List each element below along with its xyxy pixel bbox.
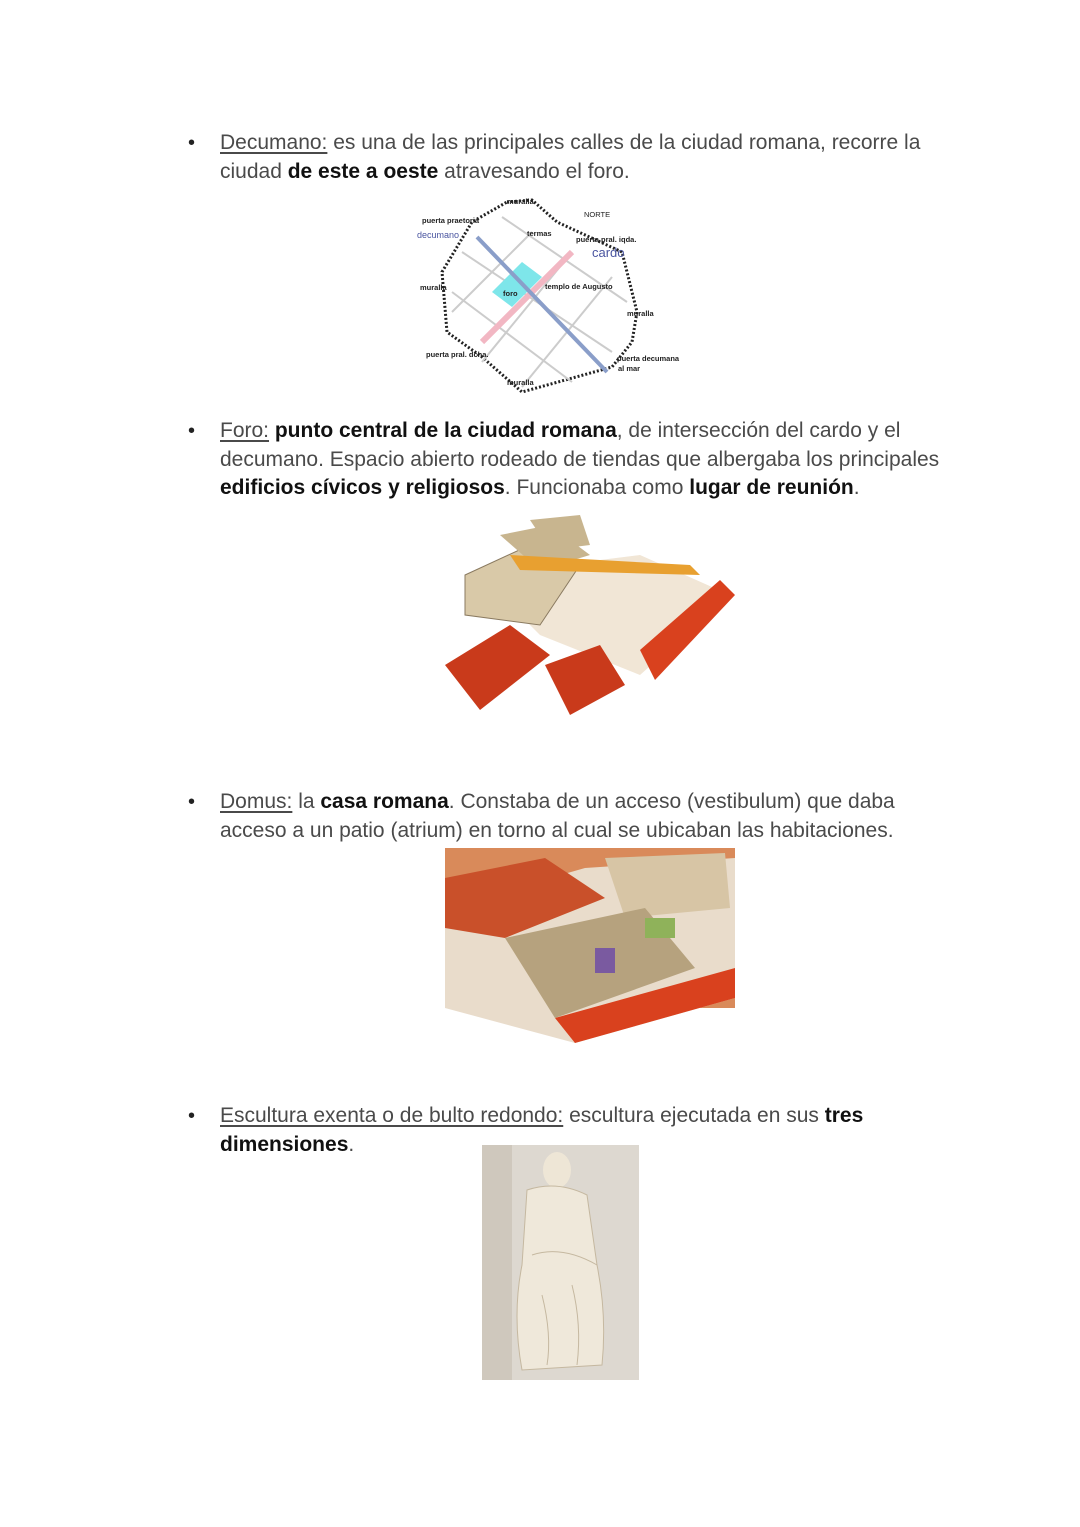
bullet-item-decumano (188, 129, 948, 186)
forum-illustration (440, 515, 740, 720)
map-label: muralla (507, 378, 534, 387)
map-label: al mar (618, 364, 641, 373)
bold-text: casa romana (320, 790, 449, 813)
text: la (292, 790, 321, 813)
bold-text: edificios cívicos y religiosos (220, 476, 505, 499)
map-label: foro (503, 289, 518, 298)
bullet: • (188, 791, 196, 813)
map-label: puerta praetoria (422, 216, 480, 225)
text: es una de las principales calles de la ciudad romana, recorre la ciudad (220, 131, 921, 183)
text: . Constaba de un acceso (vestibulum) que daba acceso a un patio (atrium) en torno al cual se ubicaban las habitaciones. (220, 790, 895, 842)
text: . (348, 1132, 355, 1156)
bold-text: punto central de la ciudad romana (274, 419, 617, 442)
map-label: muralla (507, 197, 534, 206)
text: escultura ejecutada en sus (563, 1104, 825, 1127)
map-label: termas (527, 229, 552, 238)
bullet-item-domus (188, 788, 948, 845)
city-map-figure (412, 192, 702, 397)
term-domus: Domus: (220, 790, 293, 813)
map-label: templo de Augusto (545, 282, 613, 291)
term-escultura: Escultura exenta o de bulto redondo: (220, 1104, 564, 1127)
bullet-item-foro (188, 417, 948, 503)
text: . Funcionaba como (504, 476, 690, 499)
map-label: puerta pral. dcha. (426, 350, 489, 359)
map-label: puerta pral. iqda. (576, 235, 637, 244)
bold-text: de este a oeste (287, 159, 439, 183)
map-label: decumano (417, 230, 460, 240)
bullet: • (188, 132, 196, 154)
term-foro: Foro: (220, 419, 270, 442)
bullet: • (188, 1105, 196, 1127)
text: . (853, 476, 860, 499)
map-label: muralla (627, 309, 654, 318)
statue-photo (482, 1145, 639, 1380)
bullet: • (188, 420, 196, 442)
bold-text: lugar de reunión (689, 476, 854, 499)
map-label: cardo (592, 245, 625, 260)
domus-illustration (445, 848, 735, 1046)
map-label: muralla (420, 283, 447, 292)
bold-text: tres dimensiones (220, 1104, 864, 1156)
map-label: puerta decumana (617, 354, 680, 363)
map-label: NORTE (584, 210, 611, 219)
term-decumano: Decumano: (220, 131, 328, 154)
text: atravesando el foro. (438, 159, 630, 183)
text: , de intersección del cardo y el decumano. Espacio abierto rodeado de tiendas que albergaba los principales (220, 419, 940, 471)
